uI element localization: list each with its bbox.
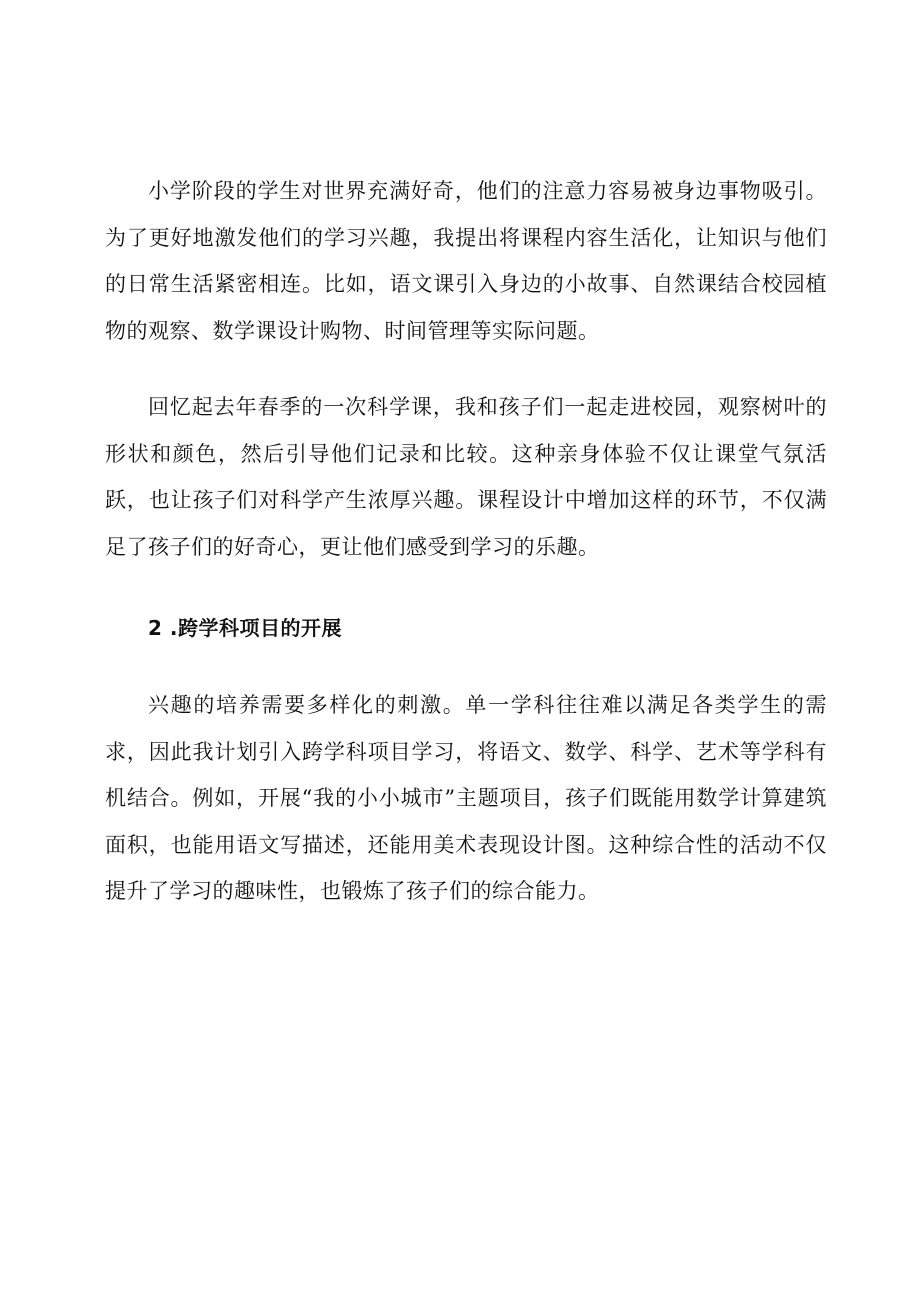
paragraph-interdisciplinary: 兴趣的培养需要多样化的刺激。单一学科往往难以满足各类学生的需求，因此我计划引入跨学科项目学习，将语文、数学、科学、艺术等学科有机结合。例如，开展“我的小小城市”主题项目，孩子们既能用数学计算建筑面积，也能用语文写描述，还能用美术表现设计图。这种综合性的活动不仅提升了学习的趣味性，也锻炼了孩子们的综合能力。: [105, 693, 827, 903]
paragraph-science-class: 回忆起去年春季的一次科学课，我和孩子们一起走进校园，观察树叶的形状和颜色，然后引导他们记录和比较。这种亲身体验不仅让课堂气氛活跃，也让孩子们对科学产生浓厚兴趣。课程设计中增加这样的环节，不仅满足了孩子们的好奇心，更让他们感受到学习的乐趣。: [105, 395, 827, 559]
paragraph-curriculum-life: 小学阶段的学生对世界充满好奇，他们的注意力容易被身边事物吸引。为了更好地激发他们的学习兴趣，我提出将课程内容生活化，让知识与他们的日常生活紧密相连。比如，语文课引入身边的小故事、自然课结合校园植物的观察、数学课设计购物、时间管理等实际问题。: [105, 179, 827, 343]
section-heading: 2 .跨学科项目的开展: [148, 616, 342, 640]
document-body: [105, 168, 827, 915]
